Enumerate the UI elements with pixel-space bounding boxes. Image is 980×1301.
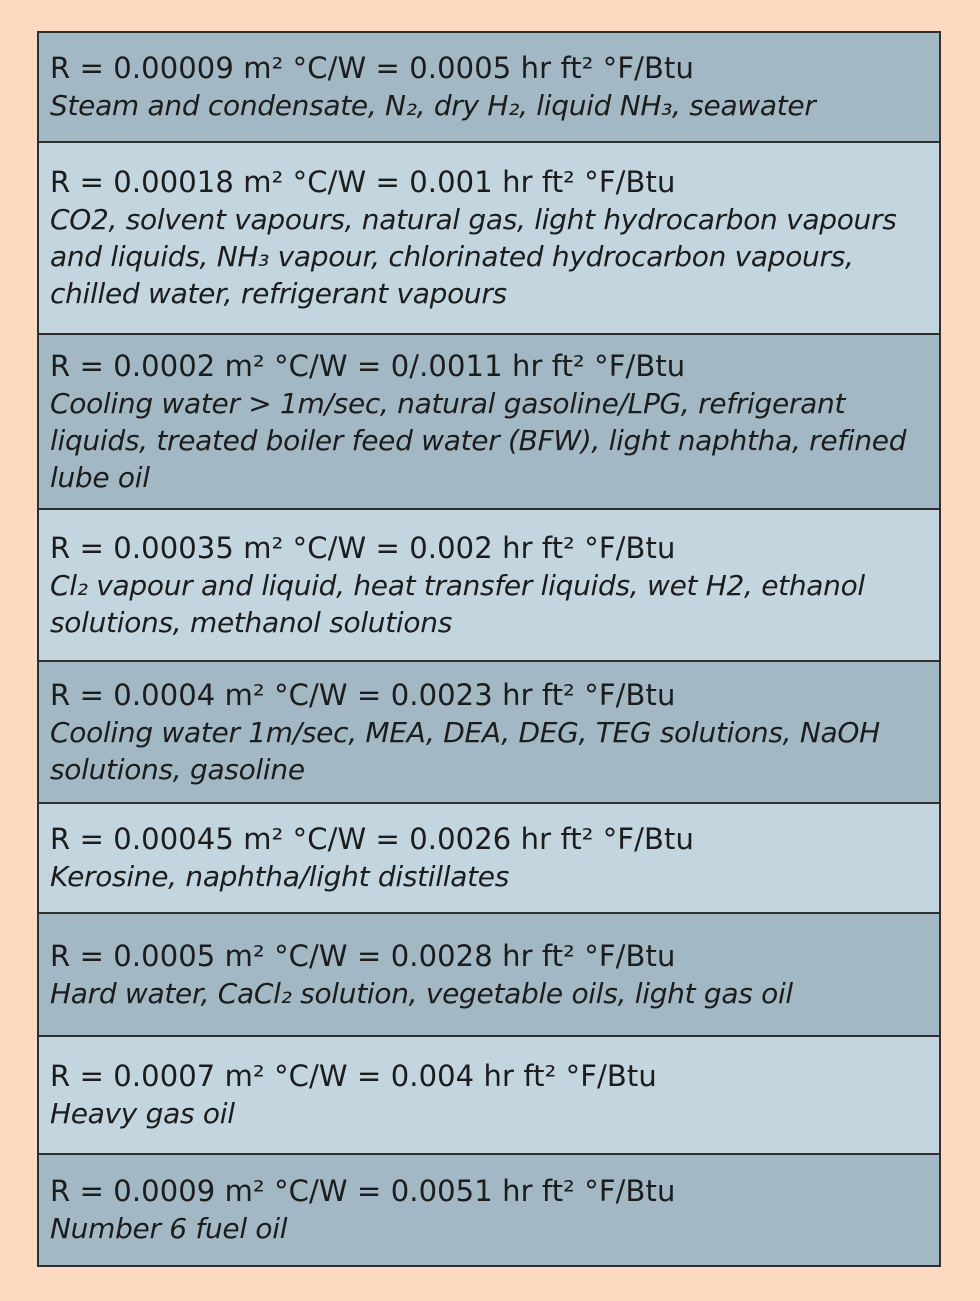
description-line: Kerosine, naphtha/light distillates <box>50 860 509 893</box>
service-description <box>50 1210 939 1247</box>
description-line: solutions, gasoline <box>50 752 305 786</box>
service-description <box>50 1095 939 1132</box>
resistance-value: R = 0.00035 m² °C/W = 0.002 hr ft² °F/Btu <box>50 530 676 565</box>
description-line: Number 6 fuel oil <box>50 1212 288 1245</box>
service-description <box>50 858 939 895</box>
table-row <box>39 914 939 1037</box>
description-line: liquids, treated boiler feed water (BFW), light naphtha, refined <box>50 423 907 457</box>
table-row <box>39 33 939 143</box>
resistance-value: R = 0.0005 m² °C/W = 0.0028 hr ft² °F/Btu <box>50 938 676 973</box>
resistance-value: R = 0.00009 m² °C/W = 0.0005 hr ft² °F/Btu <box>50 51 694 85</box>
description-line: lube oil <box>50 460 150 494</box>
table-row <box>39 335 939 510</box>
resistance-value: R = 0.0009 m² °C/W = 0.0051 hr ft² °F/Btu <box>50 1174 676 1208</box>
description-line: Cl₂ vapour and liquid, heat transfer liquids, wet H2, ethanol <box>50 568 865 602</box>
service-description <box>50 201 939 312</box>
description-line: solutions, methanol solutions <box>50 605 452 639</box>
description-line: Hard water, CaCl₂ solution, vegetable oils, light gas oil <box>50 976 793 1010</box>
table-row <box>39 143 939 335</box>
table-row <box>39 1155 939 1265</box>
service-description <box>50 385 939 496</box>
description-line: Steam and condensate, N₂, dry H₂, liquid NH₃, seawater <box>50 89 816 122</box>
resistance-value: R = 0.0004 m² °C/W = 0.0023 hr ft² °F/Btu <box>50 677 676 712</box>
resistance-value: R = 0.00018 m² °C/W = 0.001 hr ft² °F/Btu <box>50 165 676 199</box>
service-description <box>50 714 939 788</box>
resistance-value: R = 0.0007 m² °C/W = 0.004 hr ft² °F/Btu <box>50 1059 657 1093</box>
description-line: Cooling water 1m/sec, MEA, DEA, DEG, TEG solutions, NaOH <box>50 715 880 749</box>
description-line: and liquids, NH₃ vapour, chlorinated hydrocarbon vapours, <box>50 240 854 273</box>
table-row <box>39 1037 939 1155</box>
description-line: chilled water, refrigerant vapours <box>50 277 507 310</box>
table-row <box>39 804 939 914</box>
description-line: Cooling water > 1m/sec, natural gasoline/LPG, refrigerant <box>50 386 846 420</box>
fouling-resistance-table <box>37 31 941 1267</box>
service-description <box>50 87 939 124</box>
resistance-value: R = 0.00045 m² °C/W = 0.0026 hr ft² °F/Btu <box>50 822 694 856</box>
table-row <box>39 662 939 804</box>
resistance-value: R = 0.0002 m² °C/W = 0/.0011 hr ft² °F/Btu <box>50 348 686 383</box>
service-description <box>50 975 939 1012</box>
description-line: CO2, solvent vapours, natural gas, light hydrocarbon vapours <box>50 203 897 236</box>
table-row <box>39 510 939 662</box>
service-description <box>50 567 939 641</box>
description-line: Heavy gas oil <box>50 1097 235 1130</box>
